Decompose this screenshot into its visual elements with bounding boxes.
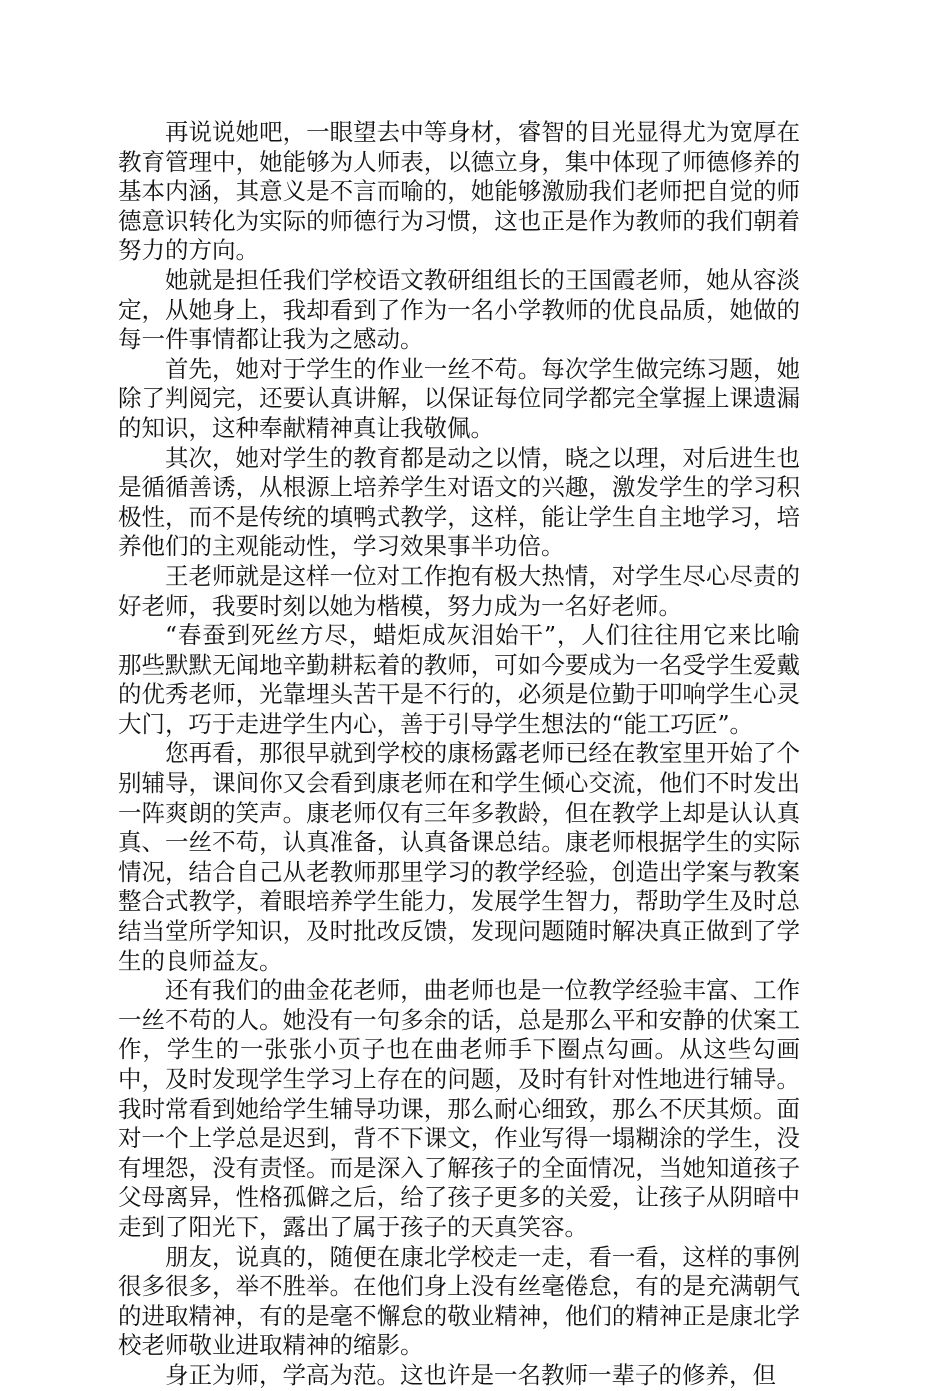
paragraph-9: 朋友，说真的，随便在康北学校走一走，看一看，这样的事例很多很多，举不胜举。在他们身上没有丝毫倦怠，有的是充满朝气的进取精神，有的是毫不懈怠的敬业精神，他们的精神正是康北学校老师敬业进取精神的缩影。 — [118, 1242, 800, 1360]
paragraph-2: 她就是担任我们学校语文教研组组长的王国霞老师，她从容淡定，从她身上，我却看到了作为一名小学教师的优良品质，她做的每一件事情都让我为之感动。 — [118, 265, 800, 354]
paragraph-6: “春蚕到死丝方尽，蜡炬成灰泪始干”，人们往往用它来比喻那些默默无闻地辛勤耕耘着的教师，可如今要成为一名受学生爱戴的优秀老师，光靠埋头苦干是不行的，必须是位勤于叩响学生心灵大门，巧于走进学生内心，善于引导学生想法的“能工巧匠”。 — [118, 621, 800, 738]
paragraph-4: 其次，她对学生的教育都是动之以情，晓之以理，对后进生也是循循善诱，从根源上培养学生对语文的兴趣，激发学生的学习积极性，而不是传统的填鸭式教学，这样，能让学生自主地学习，培养他们的主观能动性，学习效果事半功倍。 — [118, 443, 800, 561]
paragraph-7: 您再看，那很早就到学校的康杨露老师已经在教室里开始了个别辅导，课间你又会看到康老师在和学生倾心交流，他们不时发出一阵爽朗的笑声。康老师仅有三年多教龄，但在教学上却是认认真真、一丝不苟，认真准备，认真备课总结。康老师根据学生的实际情况，结合自己从老教师那里学习的教学经验，创造出学案与教案整合式教学，着眼培养学生能力，发展学生智力，帮助学生及时总结当堂所学知识，及时批改反馈，发现问题随时解决真正做到了学生的良师益友。 — [118, 739, 800, 975]
paragraph-5: 王老师就是这样一位对工作抱有极大热情，对学生尽心尽责的好老师，我要时刻以她为楷模，努力成为一名好老师。 — [118, 561, 800, 620]
paragraph-8: 还有我们的曲金花老师，曲老师也是一位教学经验丰富、工作一丝不苟的人。她没有一句多余的话，总是那么平和安静的伏案工作，学生的一张张小页子也在曲老师手下圈点勾画。从这些勾画中，及时发现学生学习上存在的问题，及时有针对性地进行辅导。我时常看到她给学生辅导功课，那么耐心细致，那么不厌其烦。面对一个上学总是迟到，背不下课文，作业写得一塌糊涂的学生，没有埋怨，没有责怪。而是深入了解孩子的全面情况，当她知道孩子父母离异，性格孤僻之后，给了孩子更多的关爱，让孩子从阴暗中走到了阳光下，露出了属于孩子的天真笑容。 — [118, 976, 800, 1241]
paragraph-1: 再说说她吧，一眼望去中等身材，睿智的目光显得尤为宽厚在教育管理中，她能够为人师表，以德立身，集中体现了师德修养的基本内涵，其意义是不言而喻的，她能够激励我们老师把自觉的师德意识转化为实际的师德行为习惯，这也正是作为教师的我们朝着努力的方向。 — [118, 118, 800, 265]
paragraph-10: 身正为师，学高为范。这也许是一名教师一辈子的修养，但 — [165, 1360, 776, 1389]
document-body — [118, 118, 800, 1391]
paragraph-3: 首先，她对于学生的作业一丝不苟。每次学生做完练习题，她除了判阅完，还要认真讲解，以保证每位同学都完全掌握上课遗漏的知识，这种奉献精神真让我敬佩。 — [118, 354, 800, 442]
